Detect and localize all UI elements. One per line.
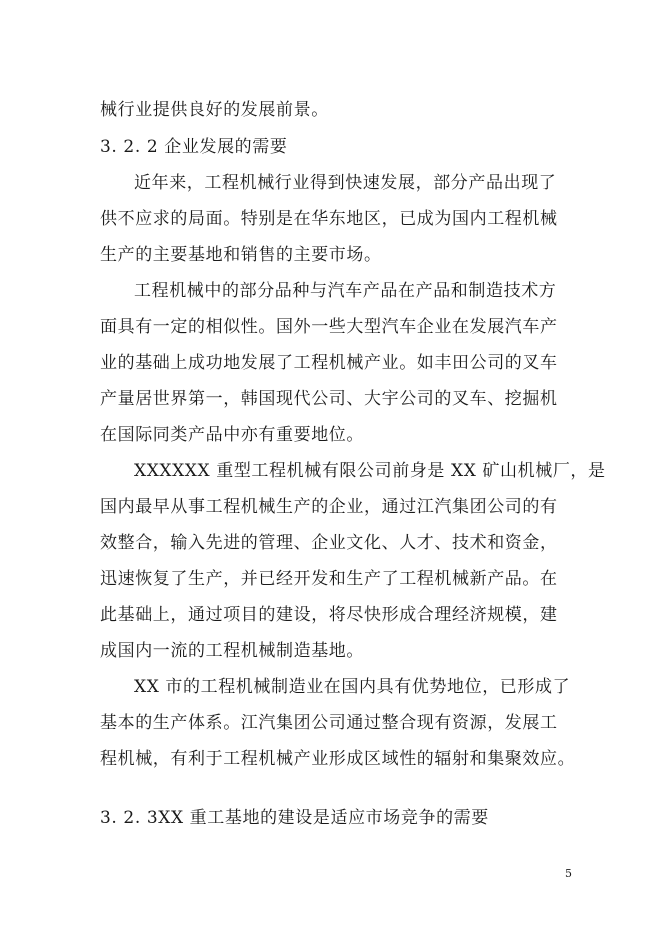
paragraph-1-line-1: 近年来，工程机械行业得到快速发展，部分产品出现了 [134, 173, 557, 193]
section-heading: 3. 2. 2 企业发展的需要 [100, 137, 288, 157]
paragraph-4-line-1: XX 市的工程机械制造业在国内具有优势地位，已形成了 [134, 677, 571, 697]
paragraph-3-line-2: 国内最早从事工程机械生产的企业，通过江汽集团公司的有 [100, 497, 558, 517]
paragraph-4-line-2: 基本的生产体系。江汽集团公司通过整合现有资源，发展工 [100, 713, 558, 733]
next-section-heading: 3. 2. 3XX 重工基地的建设是适应市场竞争的需要 [100, 808, 489, 828]
page-number: 5 [565, 867, 572, 880]
paragraph-4-line-3: 程机械，有利于工程机械产业形成区域性的辐射和集聚效应。 [100, 749, 576, 769]
paragraph-3-line-5: 此基础上，通过项目的建设，将尽快形成合理经济规模，建 [100, 605, 558, 625]
paragraph-3-line-6: 成国内一流的工程机械制造基地。 [100, 641, 364, 661]
paragraph-1-line-2: 供不应求的局面。特别是在华东地区，已成为国内工程机械 [100, 209, 558, 229]
paragraph-2-line-4: 产量居世界第一，韩国现代公司、大宇公司的叉车、挖掘机 [100, 389, 558, 409]
paragraph-2-line-5: 在国际同类产品中亦有重要地位。 [100, 425, 364, 445]
paragraph-3-line-3: 效整合，输入先进的管理、企业文化、人才、技术和资金， [100, 533, 558, 553]
intro-tail-text: 械行业提供良好的发展前景。 [100, 100, 329, 120]
paragraph-1-line-3: 生产的主要基地和销售的主要市场。 [100, 245, 382, 265]
paragraph-2-line-2: 面具有一定的相似性。国外一些大型汽车企业在发展汽车产 [100, 317, 558, 337]
paragraph-2-line-1: 工程机械中的部分品种与汽车产品在产品和制造技术方 [134, 281, 557, 301]
paragraph-2-line-3: 业的基础上成功地发展了工程机械产业。如丰田公司的叉车 [100, 353, 558, 373]
paragraph-3-line-4: 迅速恢复了生产，并已经开发和生产了工程机械新产品。在 [100, 569, 558, 589]
paragraph-3-line-1: XXXXXX 重型工程机械有限公司前身是 XX 矿山机械厂，是 [134, 461, 606, 481]
